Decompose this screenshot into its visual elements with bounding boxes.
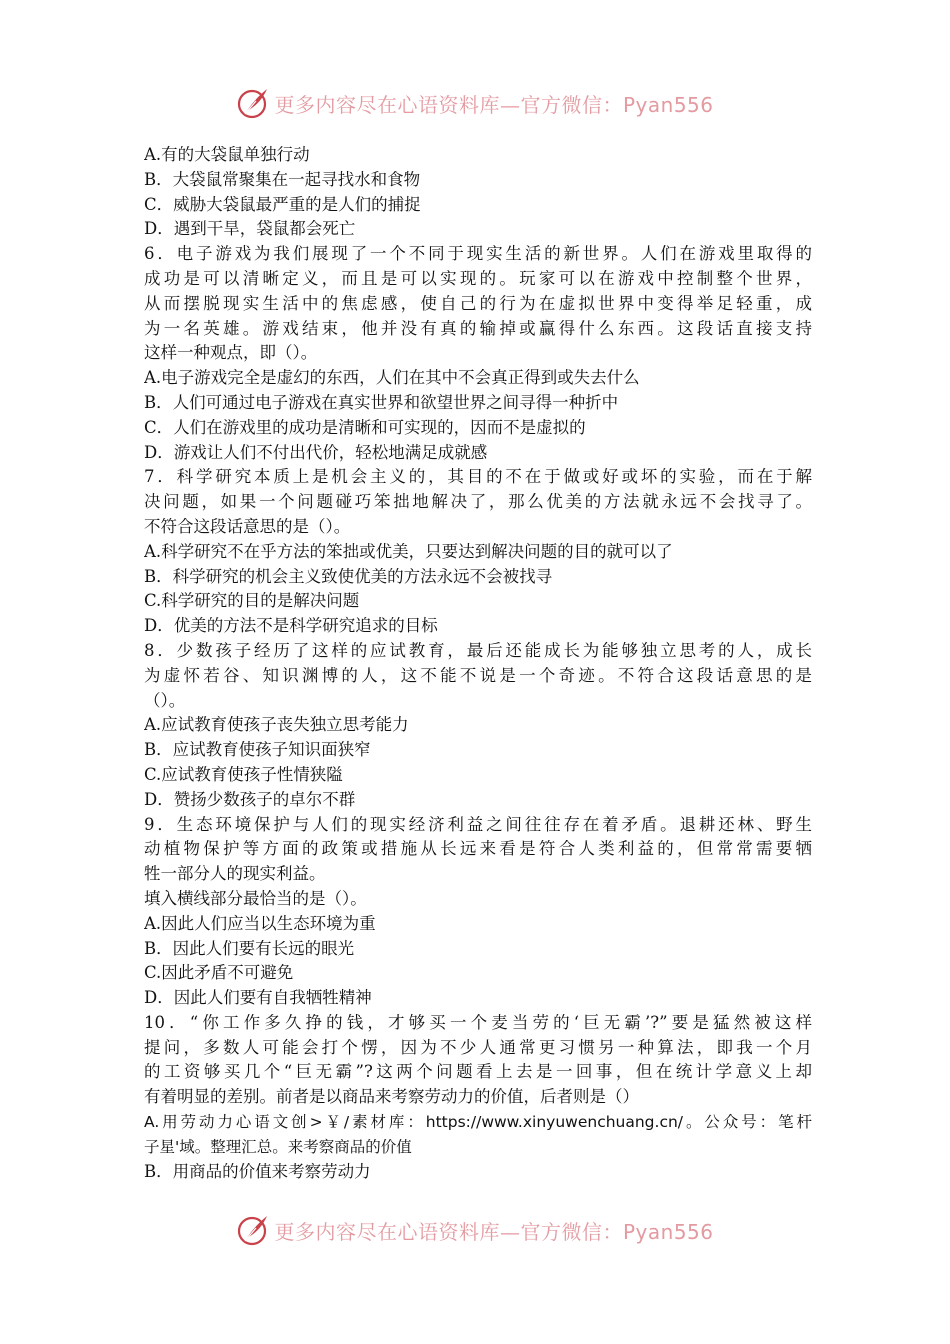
text-line: C．人们在游戏里的成功是清晰和可实现的，因而不是虚拟的 (144, 417, 586, 437)
footer-banner-text (274, 1216, 713, 1245)
text-line: 6．电子游戏为我们展现了一个不同于现实生活的新世界。人们在游戏里取得的 (144, 244, 812, 264)
text-line: D．遇到干旱，袋鼠都会死亡 (144, 219, 356, 239)
text-line: 9．生态环境保护与人们的现实经济利益之间往往存在着矛盾。退耕还林、野生 (144, 814, 812, 834)
text-line: 决问题，如果一个问题碰巧笨拙地解决了，那么优美的方法就永远不会找寻了。 (144, 492, 812, 512)
text-line: 10．“你工作多久挣的钱，才够买一个麦当劳的‘巨无霸’?”要是猛然被这样 (144, 1012, 812, 1032)
text-line: D．赞扬少数孩子的卓尔不群 (144, 789, 356, 809)
footer-banner-label: 更多内容尽在心语资料库—官方微信： (274, 1219, 623, 1244)
text-line: A.用劳动力心语文创>￥/素材库：https://www.xinyuwenchuang.cn/。公众号：笔杆 (144, 1113, 812, 1132)
header-banner-text (274, 89, 713, 118)
text-line: 的工资够买几个“巨无霸”?这两个问题看上去是一回事，但在统计学意义上却 (144, 1062, 812, 1082)
text-line: 从而摆脱现实生活中的焦虑感，使自己的行为在虚拟世界中变得举足轻重，成 (144, 293, 812, 313)
text-line: B．科学研究的机会主义致使优美的方法永远不会被找寻 (144, 566, 553, 586)
text-line: 这样一种观点，即（）。 (144, 343, 318, 363)
text-line: 填入横线部分最恰当的是（）。 (144, 888, 367, 908)
text-line: C.科学研究的目的是解决问题 (144, 591, 360, 611)
header-wechat-id: Pyan556 (622, 92, 714, 117)
text-line: A.科学研究不在乎方法的笨拙或优美，只要达到解决问题的目的就可以了 (144, 541, 673, 561)
text-line: C.因此矛盾不可避免 (144, 963, 294, 983)
text-line: 成功是可以清晰定义，而且是可以实现的。玩家可以在游戏中控制整个世界， (144, 268, 812, 288)
text-line: 子星'域。整理汇总。来考察商品的价值 (144, 1137, 412, 1156)
document-body (144, 143, 812, 1184)
text-line: B．因此人们要有长远的眼光 (144, 938, 355, 958)
text-line: A.电子游戏完全是虚幻的东西，人们在其中不会真正得到或失去什么 (144, 368, 640, 388)
text-line: B．用商品的价值来考察劳动力 (144, 1161, 371, 1181)
feather-pen-circle-icon (236, 1213, 270, 1247)
header-banner (0, 83, 950, 123)
text-line: D．因此人们要有自我牺牲精神 (144, 988, 372, 1008)
text-line: C.应试教育使孩子性情狭隘 (144, 764, 343, 784)
text-line: 8．少数孩子经历了这样的应试教育，最后还能成长为能够独立思考的人，成长 (144, 640, 812, 660)
text-line: D．游戏让人们不付出代价，轻松地满足成就感 (144, 442, 488, 462)
text-line: C．威胁大袋鼠最严重的是人们的捕捉 (144, 194, 421, 214)
text-line: 不符合这段话意思的是（）。 (144, 516, 351, 536)
text-line: 为一名英雄。游戏结束，他并没有真的输掉或赢得什么东西。这段话直接支持 (144, 318, 812, 338)
text-line: （）。 (144, 690, 186, 710)
text-line: 为虚怀若谷、知识渊博的人，这不能不说是一个奇迹。不符合这段话意思的是 (144, 665, 812, 685)
text-line: 7．科学研究本质上是机会主义的，其目的不在于做或好或坏的实验，而在于解 (144, 467, 812, 487)
footer-banner (0, 1210, 950, 1250)
text-line: 动植物保护等方面的政策或措施从长远来看是符合人类利益的，但常常需要牺 (144, 839, 812, 859)
text-line: A.应试教育使孩子丧失独立思考能力 (144, 715, 409, 735)
text-line: B．应试教育使孩子知识面狭窄 (144, 740, 371, 760)
text-line: 牲一部分人的现实利益。 (144, 864, 326, 884)
footer-wechat-id: Pyan556 (622, 1219, 714, 1244)
text-line: A.因此人们应当以生态环境为重 (144, 913, 376, 933)
text-line: B．大袋鼠常聚集在一起寻找水和食物 (144, 169, 421, 189)
text-line: 有着明显的差别。前者是以商品来考察劳动力的价值，后者则是（） (144, 1087, 639, 1107)
header-banner-label: 更多内容尽在心语资料库—官方微信： (274, 92, 623, 117)
feather-pen-circle-icon (236, 86, 270, 120)
text-line: D．优美的方法不是科学研究追求的目标 (144, 616, 438, 636)
text-line: B．人们可通过电子游戏在真实世界和欲望世界之间寻得一种折中 (144, 392, 619, 412)
text-line: A.有的大袋鼠单独行动 (144, 145, 310, 164)
text-line: 提问，多数人可能会打个愣，因为不少人通常更习惯另一种算法，即我一个月 (144, 1037, 812, 1057)
